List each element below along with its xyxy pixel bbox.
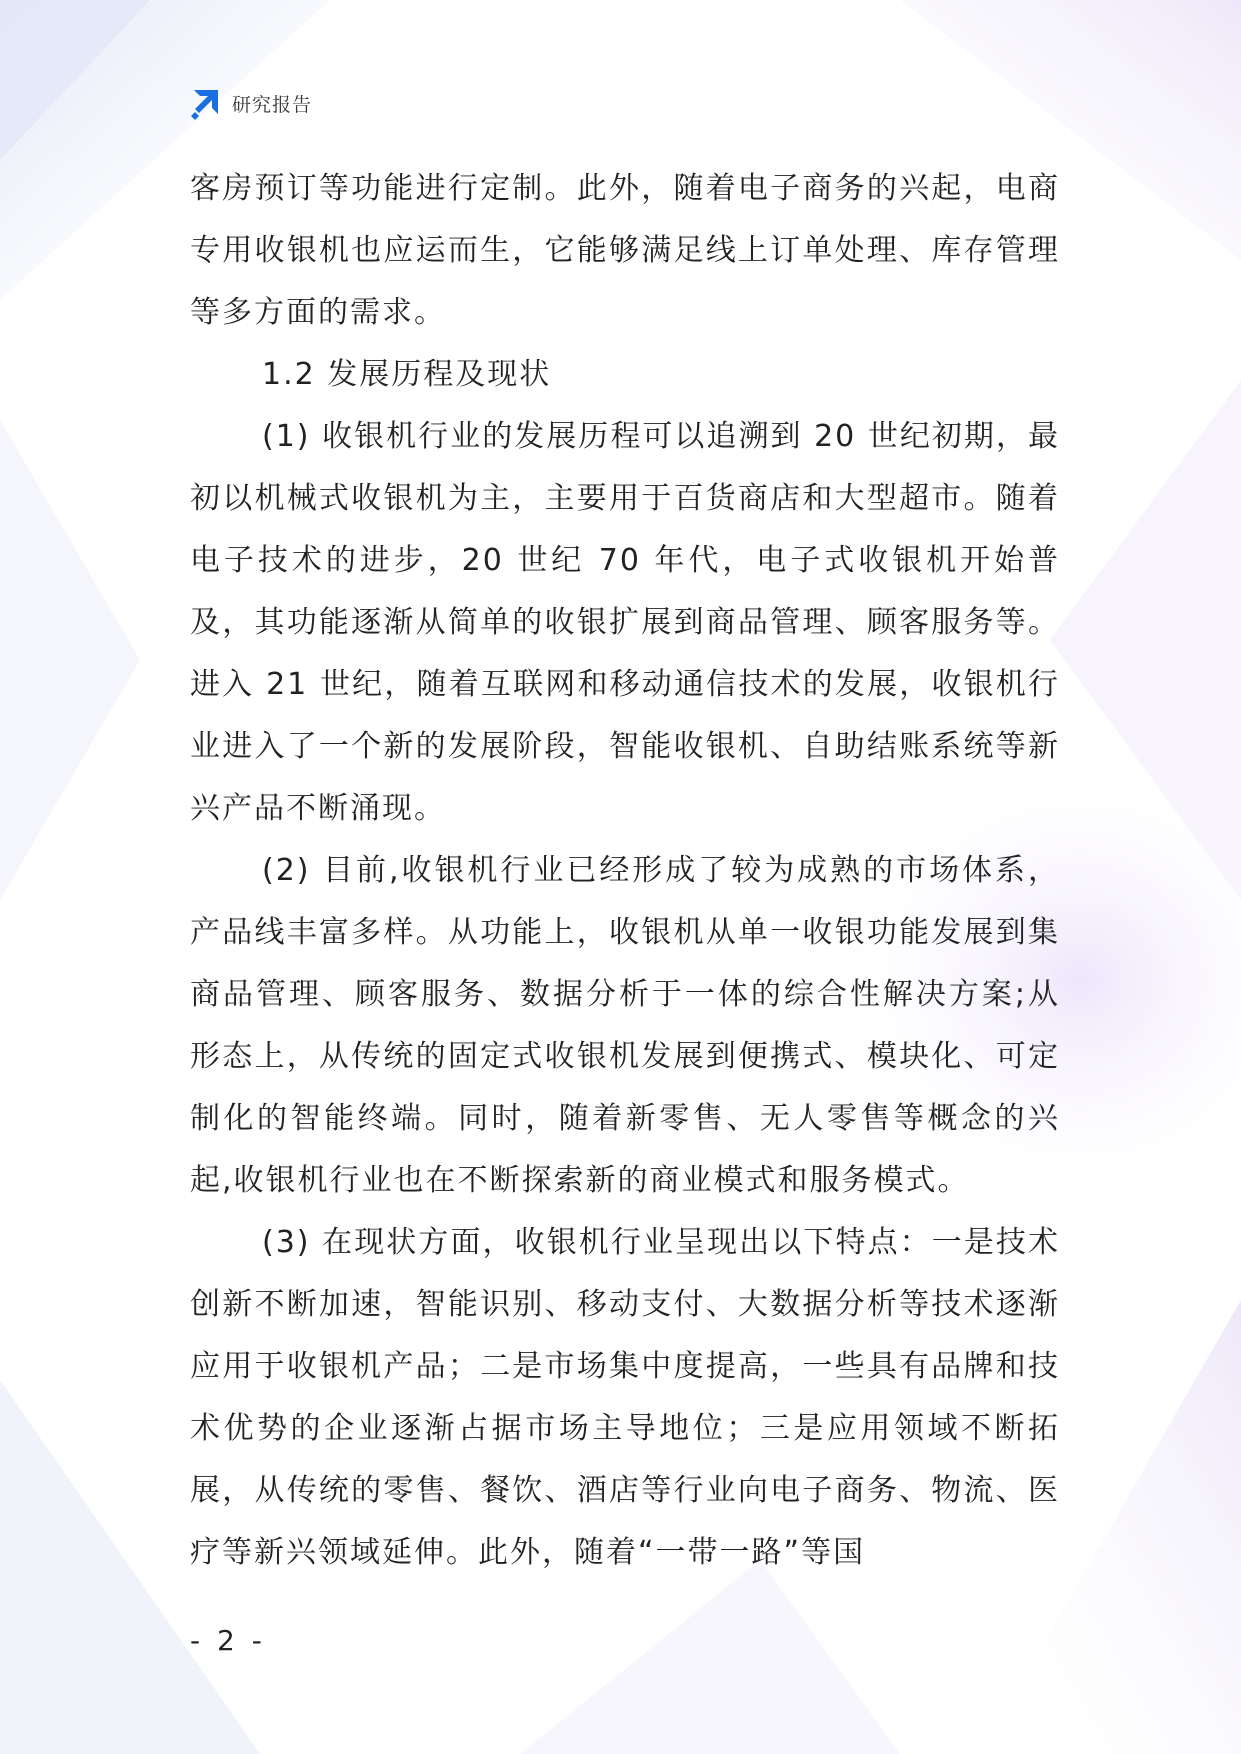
document-body xyxy=(190,158,1060,1584)
arrow-up-right-icon xyxy=(188,86,222,120)
paragraph-market: (2) 目前,收银机行业已经形成了较为成熟的市场体系，产品线丰富多样。从功能上，收银机从单一收银功能发展到集商品管理、顾客服务、数据分析于一体的综合性解决方案;从形态上，从传统的固定式收银机发展到便携式、模块化、可定制化的智能终端。同时，随着新零售、无人零售等概念的兴起,收银机行业也在不断探索新的商业模式和服务模式。 xyxy=(190,853,1060,1198)
header-title: 研究报告 xyxy=(232,93,313,116)
paragraph-continued: 客房预订等功能进行定制。此外，随着电子商务的兴起，电商专用收银机也应运而生，它能够满足线上订单处理、库存管理等多方面的需求。 xyxy=(190,171,1060,330)
page-number: - 2 - xyxy=(190,1624,266,1657)
section-heading: 1.2 发展历程及现状 xyxy=(262,357,552,392)
paragraph-status: (3) 在现状方面，收银机行业呈现出以下特点：一是技术创新不断加速，智能识别、移动支付、大数据分析等技术逐渐应用于收银机产品；二是市场集中度提高，一些具有品牌和技术优势的企业逐渐占据市场主导地位；三是应用领域不断拓展，从传统的零售、餐饮、酒店等行业向电子商务、物流、医疗等新兴领域延伸。此外，随着“一带一路”等国 xyxy=(190,1225,1060,1570)
report-header xyxy=(188,86,312,120)
bg-shape-bottom-mid xyxy=(520,1560,900,1754)
bg-shape-left-mid xyxy=(0,420,140,900)
paragraph-history: (1) 收银机行业的发展历程可以追溯到 20 世纪初期，最初以机械式收银机为主，主要用于百货商店和大型超市。随着电子技术的进步，20 世纪 70 年代，电子式收银机开始普及，其功能逐渐从简单的收银扩展到商品管理、顾客服务等。进入 21 世纪，随着互联网和移动通信技术的发展，收银机行业进入了一个新的发展阶段，智能收银机、自助结账系统等新兴产品不断涌现。 xyxy=(190,419,1060,826)
